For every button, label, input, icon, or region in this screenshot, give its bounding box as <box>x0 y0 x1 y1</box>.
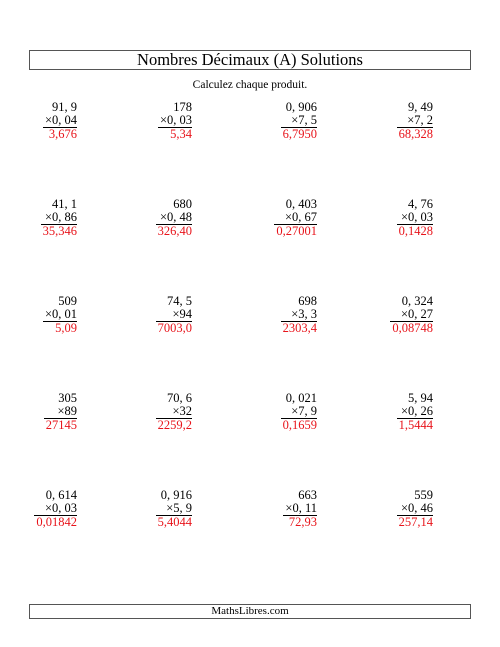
problem-answer: 7003,0 <box>157 321 192 335</box>
problem-multiplier: ×7, 2 <box>407 113 433 127</box>
problem-multiplicand: 680 <box>173 197 192 211</box>
problem-item <box>363 489 433 529</box>
problem-multiplier: ×89 <box>57 404 77 418</box>
problem-answer: 0,08748 <box>392 321 433 335</box>
problem-item <box>122 101 192 141</box>
problem-answer: 0,1659 <box>282 418 317 432</box>
problem-answer: 2259,2 <box>157 418 192 432</box>
problem-multiplicand: 663 <box>298 488 317 502</box>
problem-item <box>7 392 77 432</box>
problem-answer: 6,7950 <box>282 127 317 141</box>
problem-item <box>7 489 77 529</box>
problem-multiplier: ×0, 11 <box>285 501 317 515</box>
problem-item <box>247 295 317 335</box>
problem-answer: 27145 <box>45 418 77 432</box>
problem-answer: 5,09 <box>55 321 77 335</box>
problem-multiplier: ×3, 3 <box>291 307 317 321</box>
instruction-text: Calculez chaque produit. <box>192 79 308 91</box>
problem-item <box>363 295 433 335</box>
problem-multiplicand: 4, 76 <box>408 197 433 211</box>
problem-answer: 1,5444 <box>398 418 433 432</box>
problem-answer: 0,1428 <box>398 224 433 238</box>
problem-item <box>122 295 192 335</box>
problem-item <box>122 489 192 529</box>
problem-item <box>7 101 77 141</box>
problem-multiplier: ×0, 48 <box>159 210 192 224</box>
problem-multiplier: ×94 <box>172 307 192 321</box>
problem-answer: 326,40 <box>157 224 192 238</box>
problem-item <box>7 295 77 335</box>
problem-answer: 257,14 <box>398 515 433 529</box>
problem-multiplier: ×32 <box>172 404 192 418</box>
problem-answer: 68,328 <box>398 127 433 141</box>
problem-multiplier: ×7, 9 <box>291 404 317 418</box>
problem-multiplicand: 0, 614 <box>45 488 77 502</box>
problem-multiplier: ×0, 03 <box>159 113 192 127</box>
worksheet-title: Nombres Décimaux (A) Solutions <box>137 49 363 69</box>
problem-multiplier: ×0, 01 <box>44 307 77 321</box>
problem-multiplicand: 305 <box>58 391 77 405</box>
problem-item <box>122 198 192 238</box>
problem-multiplier: ×0, 67 <box>284 210 317 224</box>
problem-item <box>122 392 192 432</box>
problem-multiplicand: 0, 906 <box>285 100 317 114</box>
problem-multiplicand: 0, 021 <box>285 391 317 405</box>
problem-item <box>363 198 433 238</box>
problem-multiplier: ×7, 5 <box>291 113 317 127</box>
problem-answer: 72,93 <box>288 515 317 529</box>
problem-multiplicand: 698 <box>298 294 317 308</box>
problem-item <box>363 101 433 141</box>
problem-multiplier: ×0, 27 <box>400 307 433 321</box>
problem-answer: 0,27001 <box>276 224 317 238</box>
problem-multiplicand: 9, 49 <box>408 100 433 114</box>
problem-item <box>363 392 433 432</box>
problem-multiplicand: 0, 403 <box>285 197 317 211</box>
problem-multiplicand: 91, 9 <box>52 100 77 114</box>
problem-multiplicand: 74, 5 <box>167 294 192 308</box>
footer-site: MathsLibres.com <box>211 605 289 617</box>
problem-item <box>247 489 317 529</box>
problem-multiplier: ×0, 86 <box>44 210 77 224</box>
footer-box <box>29 604 471 619</box>
problem-multiplier: ×5, 9 <box>166 501 192 515</box>
problem-item <box>7 198 77 238</box>
problem-multiplicand: 0, 916 <box>160 488 192 502</box>
problem-answer: 0,01842 <box>36 515 77 529</box>
problem-answer: 3,676 <box>48 127 77 141</box>
problem-multiplier: ×0, 03 <box>44 501 77 515</box>
problem-answer: 5,34 <box>170 127 192 141</box>
problem-answer: 5,4044 <box>157 515 192 529</box>
problem-item <box>247 392 317 432</box>
problem-multiplier: ×0, 26 <box>400 404 433 418</box>
problem-multiplier: ×0, 04 <box>44 113 77 127</box>
problem-multiplicand: 41, 1 <box>52 197 77 211</box>
problem-item <box>247 198 317 238</box>
problem-multiplier: ×0, 03 <box>400 210 433 224</box>
worksheet-title-box <box>29 50 471 70</box>
problem-multiplicand: 0, 324 <box>401 294 433 308</box>
problem-answer: 2303,4 <box>282 321 317 335</box>
problem-multiplicand: 70, 6 <box>167 391 192 405</box>
problem-multiplicand: 178 <box>173 100 192 114</box>
problem-multiplicand: 559 <box>414 488 433 502</box>
problem-multiplicand: 5, 94 <box>408 391 433 405</box>
problem-multiplicand: 509 <box>58 294 77 308</box>
problem-multiplier: ×0, 46 <box>400 501 433 515</box>
problem-item <box>247 101 317 141</box>
problem-answer: 35,346 <box>42 224 77 238</box>
